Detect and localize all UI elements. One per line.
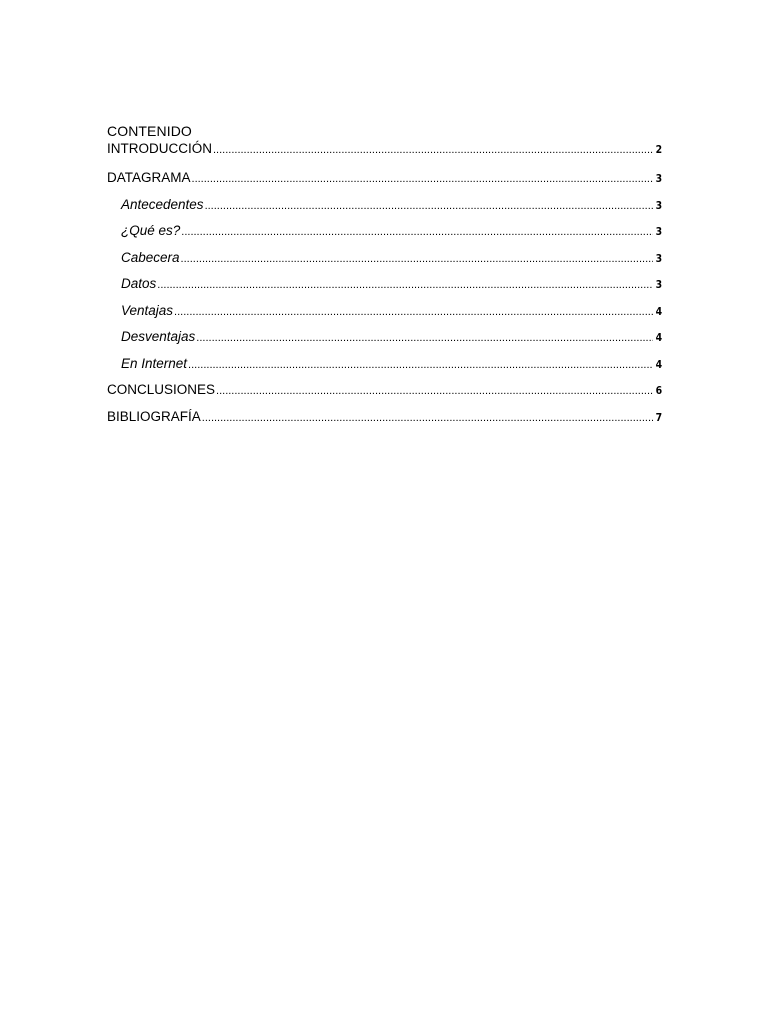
toc-page-number: 4 bbox=[655, 331, 663, 344]
toc-entry-introduccion[interactable] bbox=[107, 139, 663, 159]
toc-entry-title: Ventajas bbox=[121, 302, 174, 318]
toc-entry-title: BIBLIOGRAFÍA bbox=[107, 408, 201, 424]
toc-page-number: 3 bbox=[655, 198, 663, 212]
toc-entry-en-internet[interactable] bbox=[107, 351, 663, 378]
toc-entry-bibliografia[interactable] bbox=[107, 404, 663, 431]
toc-page-number: 3 bbox=[655, 172, 663, 185]
toc-dot-leader bbox=[181, 219, 653, 246]
toc-entry-ventajas[interactable] bbox=[107, 298, 663, 325]
toc-entry-title: INTRODUCCIÓN bbox=[107, 141, 212, 156]
toc-entry-title: CONCLUSIONES bbox=[107, 382, 216, 397]
toc-page-number: 4 bbox=[655, 357, 663, 371]
toc-dot-leader bbox=[174, 299, 653, 326]
toc-dot-leader bbox=[213, 140, 653, 160]
toc-page-number: 2 bbox=[655, 143, 663, 156]
toc-entry-datos[interactable] bbox=[107, 271, 663, 298]
toc-list bbox=[107, 139, 663, 430]
toc-entry-que-es[interactable] bbox=[107, 218, 663, 245]
toc-entry-title: Cabecera bbox=[121, 249, 180, 265]
toc-dot-leader bbox=[188, 352, 653, 379]
toc-page-number: 3 bbox=[655, 225, 663, 238]
toc-dot-leader bbox=[216, 378, 653, 405]
toc-page-number: 7 bbox=[655, 410, 663, 424]
toc-dot-leader bbox=[205, 193, 654, 220]
toc-dot-leader bbox=[202, 405, 654, 432]
toc-dot-leader bbox=[181, 246, 654, 273]
toc-dot-leader bbox=[192, 166, 654, 193]
toc-entry-conclusiones[interactable] bbox=[107, 377, 663, 404]
toc-heading: CONTENIDO bbox=[107, 123, 192, 139]
toc-entry-title: En Internet bbox=[121, 355, 188, 371]
table-of-contents bbox=[107, 123, 663, 430]
toc-page-number: 6 bbox=[655, 384, 663, 397]
toc-dot-leader bbox=[157, 272, 653, 299]
toc-entry-desventajas[interactable] bbox=[107, 324, 663, 351]
toc-entry-antecedentes[interactable] bbox=[107, 192, 663, 219]
toc-entry-title: DATAGRAMA bbox=[107, 170, 191, 185]
toc-dot-leader bbox=[196, 325, 653, 352]
toc-page-number: 3 bbox=[655, 278, 663, 291]
toc-entry-title: ¿Qué es? bbox=[121, 223, 181, 238]
toc-page-number: 3 bbox=[655, 251, 663, 265]
toc-page-number: 4 bbox=[655, 304, 663, 318]
toc-entry-title: Antecedentes bbox=[121, 196, 204, 212]
toc-entry-datagrama[interactable] bbox=[107, 165, 663, 192]
toc-entry-title: Datos bbox=[121, 276, 157, 291]
toc-entry-title: Desventajas bbox=[121, 329, 196, 344]
toc-entry-cabecera[interactable] bbox=[107, 245, 663, 272]
